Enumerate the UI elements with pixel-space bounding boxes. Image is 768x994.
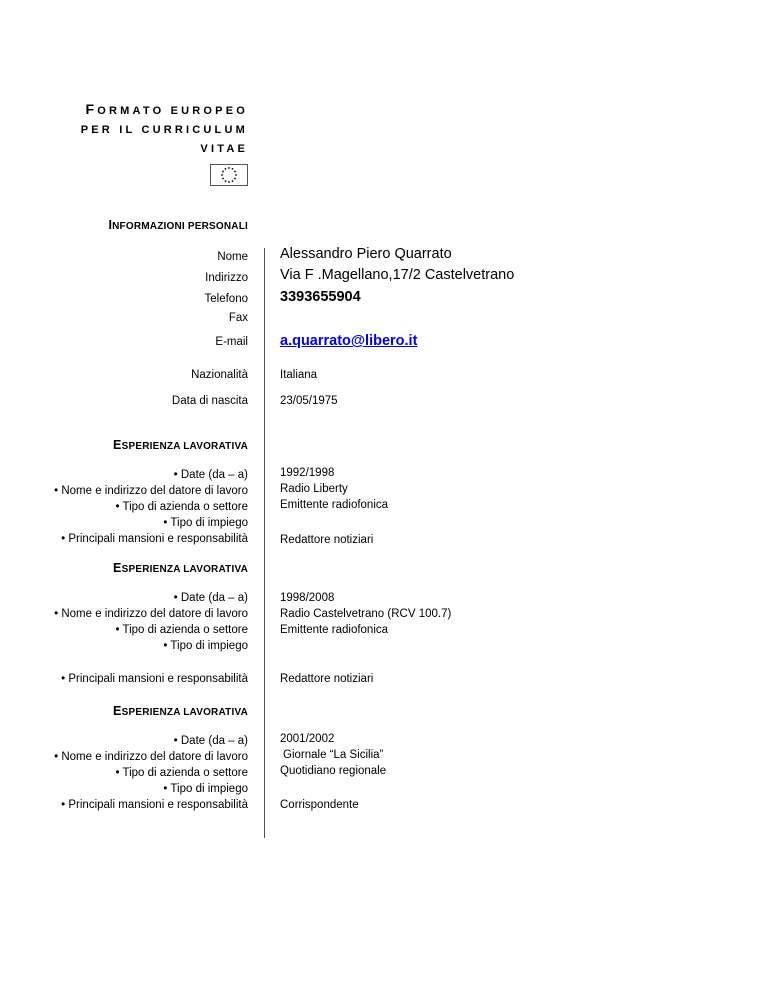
- label-date: • Date (da – a): [173, 469, 248, 481]
- cv-format-header: [60, 100, 248, 159]
- label-indirizzo: Indirizzo: [205, 272, 248, 284]
- label-job-type: • Tipo di impiego: [163, 640, 248, 652]
- value-telefono: 3393655904: [280, 289, 361, 305]
- section-experience-3: ESPERIENZA LAVORATIVA: [113, 704, 248, 718]
- exp1-sector: Emittente radiofonica: [280, 499, 389, 511]
- section-experience-1: ESPERIENZA LAVORATIVA: [113, 438, 248, 452]
- eu-flag-icon: [210, 164, 248, 186]
- label-employer: • Nome e indirizzo del datore di lavoro: [54, 751, 248, 763]
- value-email-link[interactable]: a.quarrato@libero.it: [280, 333, 418, 349]
- label-date: • Date (da – a): [173, 735, 248, 747]
- label-sector: • Tipo di azienda o settore: [115, 624, 248, 636]
- label-sector: • Tipo di azienda o settore: [115, 767, 248, 779]
- exp2-duties: Redattore notiziari: [280, 673, 374, 685]
- label-employer: • Nome e indirizzo del datore di lavoro: [54, 608, 248, 620]
- column-divider: [264, 248, 265, 838]
- label-date: • Date (da – a): [173, 592, 248, 604]
- section-experience-2: ESPERIENZA LAVORATIVA: [113, 561, 248, 575]
- label-employer: • Nome e indirizzo del datore di lavoro: [54, 485, 248, 497]
- label-duties: • Principali mansioni e responsabilità: [61, 799, 248, 811]
- label-email: E-mail: [215, 336, 248, 348]
- exp3-employer: Giornale “La Sicilia”: [283, 749, 384, 761]
- header-line-2: PER IL CURRICULUM: [80, 124, 248, 136]
- value-nome: Alessandro Piero Quarrato: [280, 246, 452, 262]
- label-duties: • Principali mansioni e responsabilità: [61, 533, 248, 545]
- label-nazionalita: Nazionalità: [191, 369, 248, 381]
- header-line-1: FORMATO EUROPEO: [85, 101, 248, 117]
- header-line-3: VITAE: [200, 143, 248, 155]
- label-fax: Fax: [228, 312, 248, 324]
- value-nazionalita: Italiana: [280, 369, 318, 381]
- label-data-nascita: Data di nascita: [171, 395, 248, 407]
- label-telefono: Telefono: [204, 293, 248, 305]
- label-job-type: • Tipo di impiego: [163, 517, 248, 529]
- label-sector: • Tipo di azienda o settore: [115, 501, 248, 513]
- exp3-duties: Corrispondente: [280, 799, 359, 811]
- exp3-sector: Quotidiano regionale: [280, 765, 387, 777]
- exp2-date: 1998/2008: [280, 592, 335, 604]
- label-nome: Nome: [217, 251, 248, 263]
- label-duties: • Principali mansioni e responsabilità: [61, 673, 248, 685]
- exp2-sector: Emittente radiofonica: [280, 624, 389, 636]
- label-job-type: • Tipo di impiego: [163, 783, 248, 795]
- value-data-nascita: 23/05/1975: [280, 395, 338, 407]
- exp3-date: 2001/2002: [280, 733, 335, 745]
- value-indirizzo: Via F .Magellano,17/2 Castelvetrano: [280, 267, 515, 283]
- exp1-duties: Redattore notiziari: [280, 534, 374, 546]
- exp2-employer: Radio Castelvetrano (RCV 100.7): [280, 608, 452, 620]
- section-personal-info: INFORMAZIONI PERSONALI: [108, 218, 248, 232]
- exp1-employer: Radio Liberty: [280, 483, 348, 495]
- exp1-date: 1992/1998: [280, 467, 335, 479]
